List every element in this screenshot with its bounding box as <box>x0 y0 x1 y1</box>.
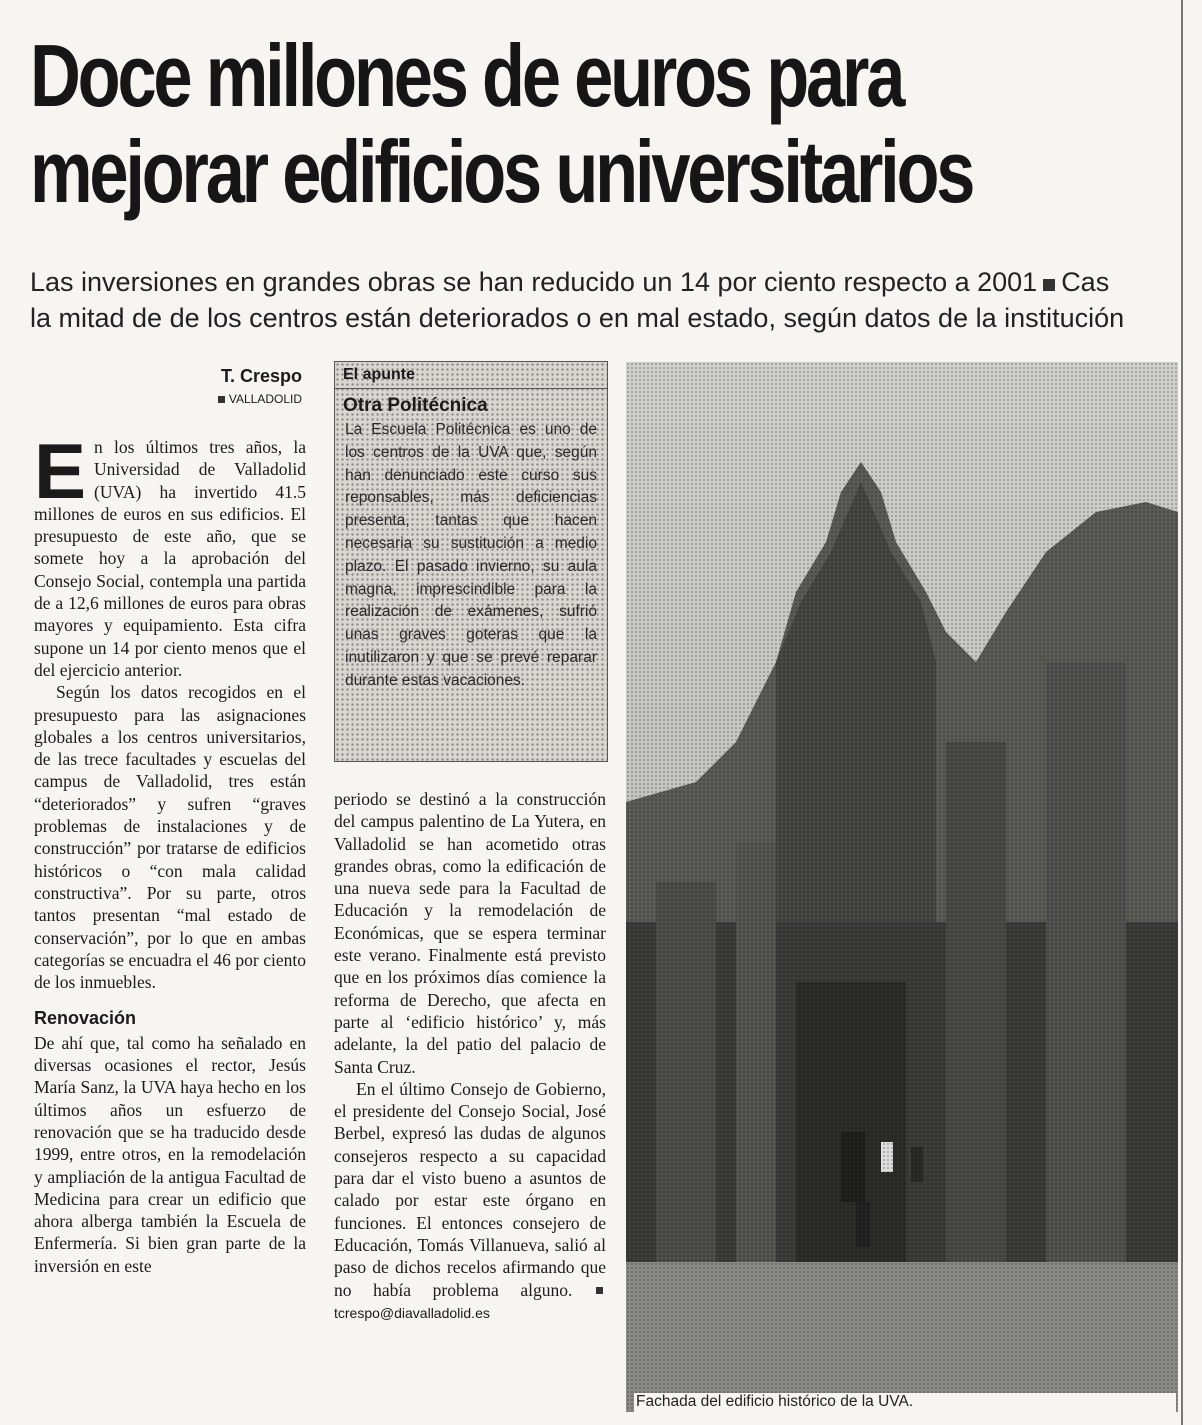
article-paragraph: Según los datos recogidos en el presupuesto para las asignaciones globales a los centros universitarios, de las trece facultades y escuelas del campus de Valladolid, tres están “deteriorados” y sufren “graves problemas de instalaciones y de construcción” por tratarse de edificios históricos o “con mala calidad constructiva”. Por su parte, otros tantos presentan “mal estado de conservación”, por lo que en ambas categorías se encuadra el 46 por ciento de los inmuebles. <box>34 682 306 993</box>
square-bullet-icon <box>218 396 225 403</box>
article-paragraph: periodo se destinó a la construcción del campus palentino de La Yutera, en Valladolid se han acometido otras grandes obras, como la edificación de una nueva sede para la Facultad de Educación y la remodelación de Económicas, que se espera terminar este verano. Finalmente está previsto que en los próximos días comience la reforma de Derecho, que afecta en parte al ‘edificio histórico’ y, más adelante, la del patio del palacio de Santa Cruz. <box>334 789 606 1077</box>
dropcap: E <box>34 436 87 515</box>
byline-location-text: VALLADOLID <box>228 392 302 406</box>
article-paragraph-text: n los últimos tres años, la Universidad de Valladolid (UVA) ha invertido 41.5 millones de euros en sus edificios. El presupuesto de este año, que se somete hoy a la aprobación del Consejo Social, contempla una partida de a 12,6 millones de euros para obras mayores y equipamiento. Esta cifra supone un 14 por ciento menos que el del ejercicio anterior. <box>34 437 306 680</box>
article-column-2 <box>334 788 606 1408</box>
page-edge-rule <box>1181 0 1183 1425</box>
byline-author: T. Crespo <box>220 366 302 386</box>
author-email: tcrespo@diavalladolid.es <box>334 1304 490 1321</box>
article-paragraph <box>34 436 306 681</box>
section-subhead: Renovación <box>34 1008 137 1029</box>
subheadline-part-2: Cas <box>1061 267 1110 297</box>
article-column-1 <box>34 436 306 1401</box>
square-bullet-icon <box>1043 279 1055 291</box>
square-bullet-icon <box>596 1287 603 1294</box>
sidebar-title: Otra Politécnica <box>343 395 488 416</box>
facade-photo-image <box>626 362 1178 1412</box>
headline <box>30 26 973 221</box>
subheadline-part-1: Las inversiones en grandes obras se han reducido un 14 por ciento respecto a 2001 <box>30 267 1038 297</box>
subheadline-line-2: la mitad de de los centros están deteriorados o en mal estado, según datos de la institución <box>30 303 1125 333</box>
photo-caption: Fachada del edificio histórico de la UVA. <box>634 1393 1176 1415</box>
facade-photo <box>626 362 1178 1412</box>
sidebar-box <box>334 361 608 762</box>
article-paragraph-text: En el último Consejo de Gobierno, el presidente del Consejo Social, José Berbel, expresó las dudas de algunos consejeros respecto a su capacidad para dar el visto bueno a asuntos de calado por estar este órgano en funciones. El entonces consejero de Educación, Tomás Villanueva, salió al paso de dichos recelos afirmando que no había problema alguno. <box>334 1078 606 1300</box>
article-paragraph: De ahí que, tal como ha señalado en diversas ocasiones el rector, Jesús María Sanz, la UVA haya hecho en los últimos años un esfuerzo de renovación que se ha traducido desde 1999, entre otros, en la remodelación y ampliación de la antigua Facultad de Medicina para crear un edificio que ahora alberga también la Escuela de Enfermería. Si bien gran parte de la inversión en este <box>34 1032 306 1276</box>
byline-location <box>160 392 302 406</box>
article-paragraph <box>334 1078 606 1324</box>
sidebar-body: La Escuela Politécnica es uno de los centros de la UVA que, según han denunciado este curso sus reponsables, más deficiencias presenta, tantas que hacen necesaria su sustitución a medio plazo. El pasado invierno, su aula magna, imprescindible para la realización de exámenes, sufrió unas graves goteras que la inutilizaron y que se prevé reparar durante estas vacaciones. <box>345 421 597 689</box>
sidebar-tag: El apunte <box>335 362 607 389</box>
headline-line-1: Doce millones de euros para <box>30 26 903 125</box>
headline-line-2: mejorar edificios universitarios <box>30 122 973 221</box>
subheadline <box>30 264 1180 336</box>
subheadline-line-1 <box>30 264 1180 300</box>
